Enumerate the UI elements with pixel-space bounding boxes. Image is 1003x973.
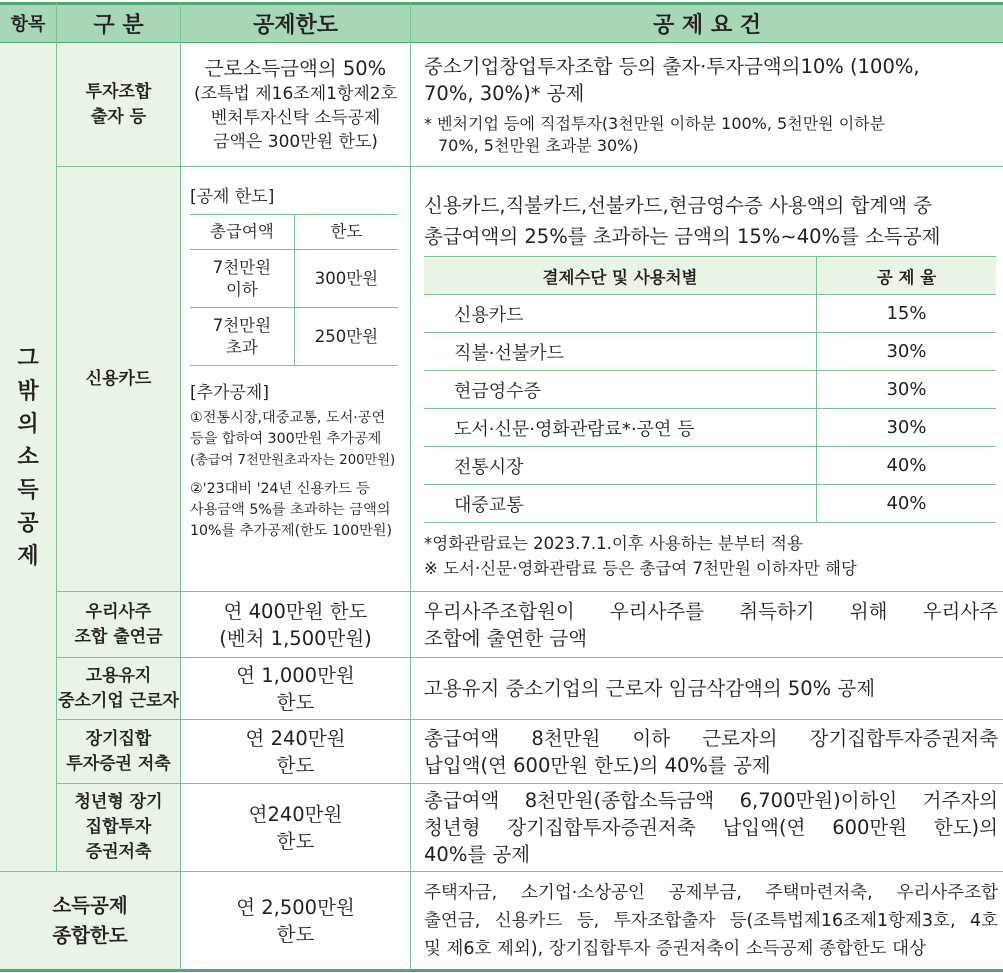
rate-row <box>424 295 996 333</box>
invest-note-line2: 70%, 5천만원 초과분 30%) <box>438 135 639 155</box>
total-label <box>0 872 180 970</box>
category-char: 밖 <box>17 378 39 404</box>
rate-value: 30% <box>817 409 997 447</box>
card-extra-title: [추가공제] <box>190 383 269 403</box>
rate-method: 전통시장 <box>424 447 817 485</box>
total-label-line2: 종합한도 <box>52 924 128 947</box>
rate-row <box>424 485 996 523</box>
employ-limit <box>181 658 410 719</box>
category-char: 제 <box>17 543 39 569</box>
invest-limit-line1: 근로소득금액의 50% <box>204 57 387 80</box>
longterm-label <box>57 720 180 783</box>
rate-value: 40% <box>817 447 997 485</box>
total-limit-line2: 한도 <box>276 923 315 946</box>
employ-req-line1: 고용유지 중소기업의 근로자 임금삭감액의 50% 공제 <box>424 677 876 700</box>
limit-row-pay-2: 초과 <box>225 337 258 357</box>
card-extra2-line3: 10%를 추가공제(한도 100만원) <box>190 523 393 539</box>
category-char: 의 <box>17 411 39 437</box>
youth-label-line3: 증권저축 <box>85 842 152 862</box>
card-requirement <box>424 190 998 580</box>
limit-row-pay-1: 7천만원 <box>212 257 272 277</box>
employ-requirement <box>424 658 998 719</box>
longterm-limit <box>181 720 410 783</box>
card-extra1-line1: ①전통시장,대중교통, 도서·공연 <box>190 410 386 426</box>
esop-req-line1: 우리사주조합원이 우리사주를 취득하기 위해 우리사주 <box>424 599 998 623</box>
longterm-req-line2: 납입액(연 600만원 한도)의 40%를 공제 <box>424 753 771 777</box>
youth-limit-line1: 연240만원 <box>248 802 343 826</box>
invest-note-line1: * 벤처기업 등에 직접투자(3천만원 이하분 100%, 5천만원 이하분 <box>424 113 886 133</box>
youth-label-line2: 집합투자 <box>85 817 152 837</box>
longterm-limit-line1: 연 240만원 <box>245 726 346 750</box>
col-divider <box>56 3 57 871</box>
esop-label <box>57 592 180 657</box>
esop-req-line2: 조합에 출연한 금액 <box>424 626 588 650</box>
total-label-line1: 소득공제 <box>52 894 128 917</box>
limit-row-pay <box>190 250 294 308</box>
card-limit-table <box>190 214 398 366</box>
esop-limit <box>181 592 410 657</box>
invest-req-line2: 70%, 30%)* 공제 <box>424 81 585 105</box>
category-char: 그 <box>17 345 39 371</box>
invest-label <box>57 43 180 166</box>
total-limit <box>181 872 410 970</box>
rate-method: 신용카드 <box>424 295 817 333</box>
card-note2: ※ 도서·신문·영화관람료 등은 총급여 7천만원 이하자만 해당 <box>424 559 857 578</box>
employ-limit-line1: 연 1,000만원 <box>236 663 355 687</box>
row-divider <box>57 591 1003 592</box>
category-cell <box>0 43 56 871</box>
total-req-line3: 및 제6호 제외), 장기집합투자 증권저축이 소득공제 종합한도 대상 <box>424 939 926 959</box>
employ-label <box>57 658 180 719</box>
rate-row <box>424 333 996 371</box>
col-divider <box>180 3 181 970</box>
rate-table <box>424 256 996 523</box>
header-category <box>57 4 180 42</box>
header-requirement-text: 공 제 요 건 <box>653 12 761 38</box>
row-divider <box>57 783 1003 784</box>
total-req-line1: 주택자금, 소기업·소상공인 공제부금, 주택마련저축, 우리사주조합 <box>424 883 998 903</box>
card-extra2-line2: 사용금액 5%를 초과하는 금액의 <box>190 502 391 518</box>
youth-label <box>57 784 180 871</box>
youth-label-line1: 청년형 장기 <box>74 792 163 812</box>
employ-label-line1: 고용유지 <box>85 665 152 686</box>
youth-limit <box>181 784 410 871</box>
invest-limit-line2: (조특법 제16조제1항제2호 <box>193 84 398 104</box>
rate-value: 30% <box>817 371 997 409</box>
longterm-label-line1: 장기집합 <box>85 728 152 749</box>
esop-label-line2: 조합 출연금 <box>74 626 163 647</box>
card-limit <box>190 180 405 585</box>
invest-requirement <box>424 43 998 166</box>
card-note1: *영화관람료는 2023.7.1.이후 사용하는 분부터 적용 <box>424 534 803 553</box>
bottom-border <box>0 969 1003 972</box>
youth-limit-line2: 한도 <box>276 829 315 853</box>
limit-row-amount: 300만원 <box>294 250 398 308</box>
limit-row-pay <box>190 308 294 366</box>
card-req-line2: 총급여액의 25%를 초과하는 금액의 15%∼40%를 소득공제 <box>424 225 941 248</box>
card-label <box>57 167 180 591</box>
card-extra1-line2: 등을 합하여 300만원 추가공제 <box>190 431 382 447</box>
rate-header-method: 결제수단 및 사용처별 <box>424 257 817 295</box>
esop-limit-line2: (벤처 1,500만원) <box>219 626 372 650</box>
esop-label-line1: 우리사주 <box>85 601 152 622</box>
header-limit <box>181 4 410 42</box>
longterm-req-line1: 총급여액 8천만원 이하 근로자의 장기집합투자증권저축 <box>424 726 998 750</box>
limit-header-amount: 한도 <box>294 215 398 250</box>
limit-header-pay: 총급여액 <box>190 215 294 250</box>
youth-req-line3: 40%를 공제 <box>424 843 531 866</box>
top-border <box>0 2 1003 5</box>
row-divider <box>0 871 1003 872</box>
rate-row <box>424 371 996 409</box>
esop-limit-line1: 연 400만원 한도 <box>223 599 368 623</box>
rate-value: 15% <box>817 295 997 333</box>
category-char: 소 <box>17 444 39 470</box>
rate-row <box>424 409 996 447</box>
category-label <box>17 342 38 573</box>
longterm-label-line2: 투자증권 저축 <box>66 753 171 774</box>
rate-header-rate: 공 제 율 <box>817 257 997 295</box>
card-label-text: 신용카드 <box>85 368 152 389</box>
rate-method: 대중교통 <box>424 485 817 523</box>
header-category-text: 구 분 <box>93 12 144 38</box>
row-divider <box>57 657 1003 658</box>
card-extra1-line3: (총급여 7천만원초과자는 200만원) <box>190 453 396 468</box>
card-req-line1: 신용카드,직불카드,선불카드,현금영수증 사용액의 합계액 중 <box>424 194 933 217</box>
limit-row-pay-1: 7천만원 <box>212 315 272 335</box>
invest-label-line1: 투자조합 <box>85 81 152 102</box>
row-divider <box>57 166 1003 167</box>
row-divider <box>57 719 1003 720</box>
header-requirement <box>411 4 1003 42</box>
youth-req-line2: 청년형 장기집합투자증권저축 납입액(연 600만원 한도)의 <box>424 816 998 839</box>
limit-row-amount: 250만원 <box>294 308 398 366</box>
rate-value: 40% <box>817 485 997 523</box>
header-item-text: 항목 <box>10 14 46 35</box>
limit-row-pay-2: 이하 <box>225 279 258 299</box>
header-limit-text: 공제한도 <box>252 12 338 38</box>
youth-requirement <box>424 784 998 871</box>
rate-value: 30% <box>817 333 997 371</box>
rate-row <box>424 447 996 485</box>
card-limit-title: [공제 한도] <box>190 187 275 207</box>
header-divider <box>0 42 1003 43</box>
longterm-limit-line2: 한도 <box>276 753 315 777</box>
invest-limit <box>181 43 410 166</box>
rate-method: 직불·선불카드 <box>424 333 817 371</box>
rate-method: 현금영수증 <box>424 371 817 409</box>
category-char: 득 <box>17 477 39 503</box>
limit-row <box>190 308 398 366</box>
col-divider <box>410 3 411 970</box>
rate-method: 도서·신문·영화관람료*·공연 등 <box>424 409 817 447</box>
total-limit-line1: 연 2,500만원 <box>236 896 355 919</box>
esop-requirement <box>424 592 998 657</box>
header-item <box>0 4 56 42</box>
employ-limit-line2: 한도 <box>276 690 315 714</box>
youth-req-line1: 총급여액 8천만원(종합소득금액 6,700만원)이하인 거주자의 <box>424 789 998 812</box>
limit-row <box>190 250 398 308</box>
invest-label-line2: 출자 등 <box>90 106 147 127</box>
invest-req-line1: 중소기업창업투자조합 등의 출자·투자금액의10% (100%, <box>424 54 920 78</box>
invest-limit-line3: 벤처투자신탁 소득공제 <box>210 108 381 128</box>
invest-limit-line4: 금액은 300만원 한도) <box>213 132 378 152</box>
category-char: 공 <box>17 510 39 536</box>
employ-label-line2: 중소기업 근로자 <box>58 690 179 711</box>
total-requirement <box>424 872 998 970</box>
longterm-requirement <box>424 720 998 783</box>
card-extra2-line1: ②'23대비 '24년 신용카드 등 <box>190 481 370 497</box>
total-req-line2: 출연금, 신용카드 등, 투자조합출자 등(조특법제16조제1항제3호, 4호 <box>424 911 998 931</box>
